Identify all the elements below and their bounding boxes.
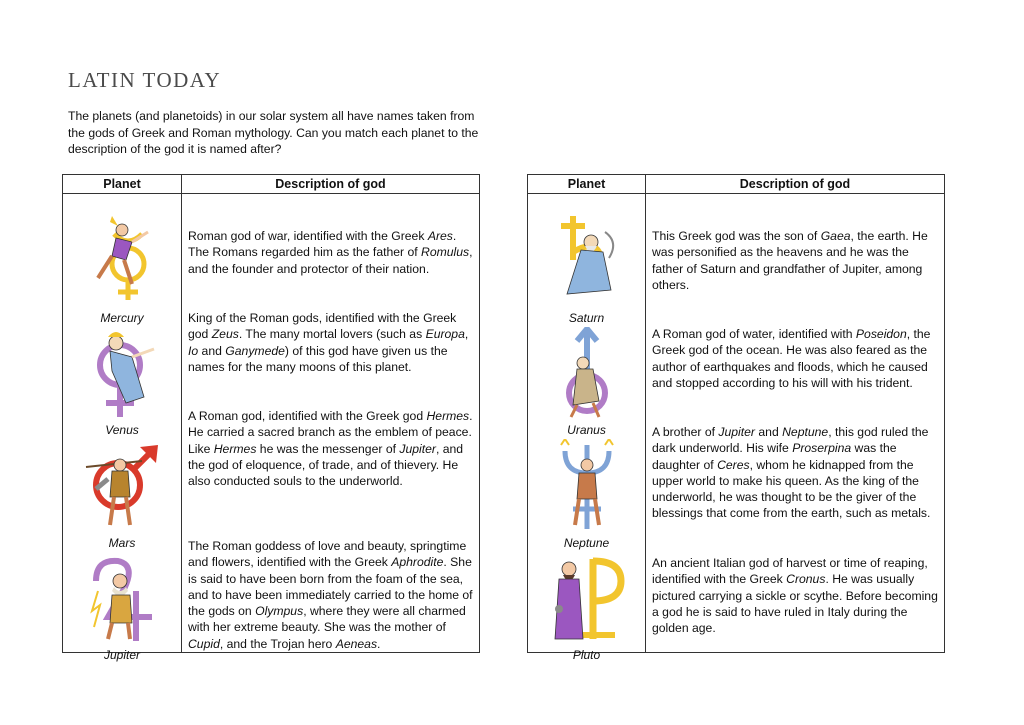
page-title: LATIN TODAY [68,68,222,92]
planet-name: Saturn [568,311,605,325]
mars-god-illustration [82,439,162,531]
god-description: King of the Roman gods, identified with the Greek god Zeus. The many mortal lovers (such as Europa, Io and Ganymede) of this god have given us the names for the many moons of this planet. [188,311,469,374]
mercury-god-illustration [82,212,162,304]
venus-goddess-illustration [82,327,162,419]
planet-images-cell [63,194,182,662]
planet-name: Mars [108,536,136,550]
description-column-header: Description of god [182,175,480,194]
jupiter-god-illustration [82,551,162,643]
pluto-god-illustration [547,551,627,643]
intro-paragraph: The planets (and planetoids) in our solar system all have names taken from the gods of Greek and Roman mythology. Can you match each planet to the description of the god it is named after? [68,109,479,156]
uranus-god-illustration [547,327,627,419]
worksheet-table-left [62,174,480,662]
planet-column-header: Planet [63,175,182,194]
saturn-god-illustration [547,212,627,304]
planet-name: Uranus [567,423,606,437]
god-description: Roman god of war, identified with the Greek Ares. The Romans regarded him as the father of Romulus, and the founder and protector of their nation. [188,229,473,276]
worksheet-table-right [527,174,945,662]
god-description: A Roman god of water, identified with Poseidon, the Greek god of the ocean. He was also feared as the author of earthquakes and floods, which he caused and stopped according to his will with his trident. [652,327,931,390]
god-description: This Greek god was the son of Gaea, the earth. He was personified as the heavens and he was the father of Saturn and grandfather of Jupiter, among others. [652,229,928,292]
god-description: A Roman god, identified with the Greek god Hermes. He carried a sacred branch as the emblem of peace. Like Hermes he was the messenger of Jupiter, and the god of eloquence, of trade, and of thievery. He also conducted souls to the underworld. [188,409,473,489]
planet-images-cell [528,194,646,662]
planet-name: Jupiter [103,648,141,662]
descriptions-cell [182,194,480,653]
neptune-god-illustration [547,439,627,531]
planet-column-header: Planet [528,175,646,194]
planet-name: Pluto [572,648,601,662]
planet-name: Venus [105,423,139,437]
god-description: An ancient Italian god of harvest or time of reaping, identified with the Greek Cronus. He was usually pictured carrying a sickle or scythe. Before becoming a god he is said to have ruled in Italy during the golden age. [652,556,938,636]
description-column-header: Description of god [646,175,945,194]
descriptions-cell [646,194,945,653]
planet-name: Neptune [563,536,610,550]
planet-name: Mercury [100,311,144,325]
god-description: A brother of Jupiter and Neptune, this god ruled the dark underworld. His wife Proserpina was the daughter of Ceres, whom he kidnapped from the upper world to make his queen. As the king of the underworld, he was thought to be the giver of the blessings that come from the earth, such as metals. [652,425,931,521]
god-description: The Roman goddess of love and beauty, springtime and flowers, identified with the Greek Aphrodite. She is said to have been born from the foam of the sea, and to have been immediately carried to the home of the gods on Olympus, where they were all charmed with her extreme beauty. She was the mother of Cupid, and the Trojan hero Aeneas. [188,539,473,651]
